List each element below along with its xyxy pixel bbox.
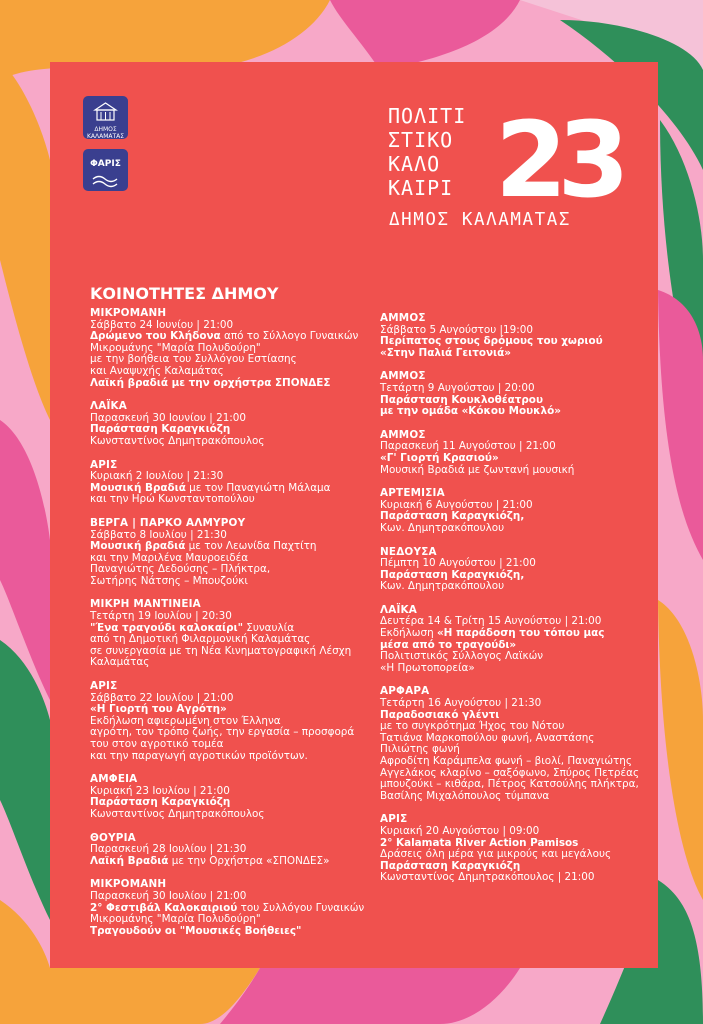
event-location: ΛΑΪΚΑ [90,400,128,413]
event-text: Αγγελάκος κλαρίνο – σαξόφωνο, Σπύρος Πετρέας [380,766,640,779]
event-text: Πολιτιστικός Σύλλογος Λαϊκών [380,650,544,663]
event-text: Σάββατο 5 Αυγούστου |19:00 [380,323,533,336]
event-line [90,657,375,669]
event-line [90,378,375,390]
event-highlight: Παράσταση Καραγκιόζη, [380,568,525,581]
event-location: ΑΜΜΟΣ [380,428,426,441]
title-line: ΚΑΛΟ [388,152,441,176]
event-line [380,348,660,360]
event-text: Κωνσταντίνος Δημητρακόπουλος [90,434,265,447]
event-text: Κωνσταντίνος Δημητρακόπουλος | 21:00 [380,871,595,884]
event-highlight: Παράσταση Κουκλοθέατρου [380,393,543,406]
event-text: με τον Λεωνίδα Παχτίτη [185,540,317,553]
event-location: ΛΑΪΚΑ [380,603,418,616]
building-icon [83,96,128,126]
event-text: Καλαμάτας [90,656,150,669]
event-text: Κυριακή 6 Αυγούστου | 21:00 [380,498,533,511]
event-location: ΑΡΙΣ [90,458,118,471]
event-location: ΑΜΜΟΣ [380,312,426,324]
event-text: Εκδήλωση [380,627,437,640]
event-text: Τετάρτη 19 Ιουλίου | 20:30 [90,610,232,623]
event-text: Πέμπτη 10 Αυγούστου | 21:00 [380,557,536,570]
title-line: ΠΟΛΙΤΙ [388,104,467,128]
event-text: Μικρομάνης "Μαρία Πολυδούρη" [90,341,261,354]
event-line [380,872,660,884]
event-location: ΑΡΦΑΡΑ [380,685,430,698]
event-highlight: Τραγουδούν οι "Μουσικές Βοήθειες" [90,924,302,937]
event-highlight: Παράσταση Καραγκιόζη [90,796,231,809]
event-highlight: Δρώμενο του Κλήδονα [90,330,221,343]
event-text: Τετάρτη 9 Αυγούστου | 20:00 [380,381,535,394]
event-text: Τετάρτη 16 Αυγούστου | 21:30 [380,697,542,710]
event-line [380,523,660,535]
event-line [90,751,375,763]
event-block [90,879,375,937]
event-text: Πιλιώτης φωνή [380,743,460,756]
event-text: Δευτέρα 14 & Τρίτη 15 Αυγούστου | 21:00 [380,615,602,628]
event-highlight: Παραδοσιακό γλέντι [380,708,500,721]
event-text: Κυριακή 23 Ιουλίου | 21:00 [90,784,230,797]
event-text: Βασίλης Μιχαλόπουλος τύμπανα [380,789,550,802]
event-highlight: Περίπατος στους δρόμους του χωριού [380,335,603,348]
event-text: Παναγιώτης Δεδούσης – Πλήκτρα, [90,563,271,576]
event-text: Παρασκευή 30 Ιουνίου | 21:00 [90,411,247,424]
event-location: ΑΜΦΕΙΑ [90,773,138,786]
event-line [90,926,375,938]
event-block [90,774,375,820]
event-block [380,605,660,675]
event-location: ΘΟΥΡΙΑ [90,831,136,844]
event-location: ΑΡΤΕΜΙΣΙΑ [380,487,445,500]
events-column-right [380,313,660,896]
title-line: ΣΤΙΚΟ [388,128,454,152]
event-text: Σωτήρης Νάτσης – Μπουζούκι [90,574,248,587]
event-text: με τον Παναγιώτη Μάλαμα [185,481,331,494]
event-block [380,430,660,476]
faris-logo-text: ΦΑΡΙΣ [90,159,121,169]
events-column-left [90,308,375,949]
event-highlight: Παράσταση Καραγκιόζη [90,423,231,436]
event-location: ΑΜΜΟΣ [380,370,426,383]
event-block [380,371,660,417]
event-highlight: με την ομάδα «Κόκου Μουκλό» [380,405,561,418]
event-text: του στον αγροτικό τομέα [90,738,224,750]
event-text: Δράσεις όλη μέρα για μικρούς και μεγάλους [380,848,612,861]
event-text: Μουσική Βραδιά με ζωντανή μουσική [380,463,575,476]
festival-title [388,104,466,200]
event-text: Σάββατο 8 Ιουλίου | 21:30 [90,528,227,541]
event-highlight: 2° Φεστιβάλ Καλοκαιριού [90,901,238,914]
event-text: Μικρομάνης "Μαρία Πολυδούρη" [90,913,261,926]
event-block [90,518,375,588]
event-location: ΜΙΚΡΟΜΑΝΗ [90,878,167,891]
event-block [90,308,375,389]
event-text: Παρασκευή 11 Αυγούστου | 21:00 [380,440,556,453]
municipality-logo [83,96,128,139]
event-text: Κωνσταντίνος Δημητρακόπουλος [90,807,265,820]
year-number: 23 [495,99,620,221]
event-text: με την βοήθεια του Συλλόγου Εστίασης [90,353,297,366]
event-line [380,663,660,675]
event-text: Κυριακή 20 Αυγούστου | 09:00 [380,824,540,837]
event-highlight: μέσα από το τραγούδι» [380,638,517,651]
event-highlight: «Στην Παλιά Γειτονιά» [380,346,511,359]
event-block [380,814,660,884]
event-text: Σάββατο 22 Ιουλίου | 21:00 [90,691,234,704]
event-line [380,465,660,477]
event-text: αγρότη, τον τρόπο ζωής, την εργασία – προσφορά [90,726,355,739]
municipality-logo-text: ΔΗΜΟΣ ΚΑΛΑΜΑΤΑΣ [86,126,125,140]
event-block [90,460,375,506]
event-line [380,406,660,418]
event-block [380,547,660,593]
event-text: και την Μαριλένα Μαυροειδέα [90,551,249,564]
event-location: ΜΙΚΡΗ ΜΑΝΤΙΝΕΙΑ [90,598,201,611]
event-text: Σάββατο 24 Ιουνίου | 21:00 [90,318,234,331]
event-line [90,494,375,506]
event-highlight: «Η Γιορτή του Αγρότη» [90,703,227,716]
event-text: και την Ηρώ Κωνσταντοπούλου [90,493,255,506]
section-heading: ΚΟΙΝΟΤΗΤΕΣ ΔΗΜΟΥ [90,284,279,303]
event-block [380,488,660,534]
event-line [90,809,375,821]
event-text: Κων. Δημητρακόπουλου [380,580,505,593]
event-block [90,833,375,868]
event-block [90,401,375,447]
event-highlight: Λαϊκή Βραδιά [90,854,169,867]
event-text: σε συνεργασία με τη Νέα Κινηματογραφική Λέσχη [90,644,352,657]
event-text: μπουζούκι – κιθάρα, Πέτρος Κατσούλης πλήκτρα, [380,778,639,791]
faris-logo [83,149,128,191]
event-location: ΒΕΡΓΑ | ΠΑΡΚΟ ΑΛΜΥΡΟΥ [90,516,246,529]
event-line [90,856,375,868]
event-location: ΑΡΙΣ [90,680,118,693]
event-text: «Η Πρωτοπορεία» [380,661,475,674]
event-location: ΑΡΙΣ [380,813,408,826]
event-highlight: "Ένα τραγούδι καλοκαίρι" [90,621,243,634]
event-text: και Αναψυχής Καλαμάτας [90,364,224,377]
event-block [380,686,660,802]
event-text: Εκδήλωση αφιερωμένη στον Έλληνα [90,714,281,727]
event-text: Συναυλία [242,621,295,634]
event-highlight: Μουσική Βραδιά [90,481,186,494]
event-highlight: Παράσταση Καραγκιόζη [380,859,521,872]
event-block [380,313,660,359]
event-highlight: «Γ' Γιορτή Κρασιού» [380,451,499,464]
event-highlight: Μουσική βραδιά [90,540,186,553]
event-highlight: «Η παράδοση του τόπου μας [436,627,605,640]
event-text: από το Σύλλογο Γυναικών [220,330,359,343]
event-text: από τη Δημοτική Φιλαρμονική Καλαμάτας [90,633,311,646]
event-text: Παρασκευή 30 Ιουλίου | 21:00 [90,889,247,902]
event-line [90,436,375,448]
event-location: ΝΕΔΟΥΣΑ [380,545,437,558]
event-location: ΜΙΚΡΟΜΑΝΗ [90,307,167,319]
event-text: και την παραγωγή αγροτικών προϊόντων. [90,749,308,762]
event-line [90,576,375,588]
event-text: με την Ορχήστρα «ΣΠΟΝΔΕΣ» [168,854,330,867]
municipality-name: ΔΗΜΟΣ ΚΑΛΑΜΑΤΑΣ [389,210,572,230]
title-line: ΚΑΙΡΙ [388,176,454,200]
event-text: με το συγκρότημα Ήχος του Νότου [380,720,565,733]
event-text: Παρασκευή 28 Ιουλίου | 21:30 [90,843,247,856]
event-highlight: Παράσταση Καραγκιόζη, [380,510,525,523]
event-text: του Συλλόγου Γυναικών [237,901,365,914]
event-line [380,791,660,803]
event-highlight: 2° Kalamata River Action Pamisos [380,836,579,849]
event-block [90,599,375,669]
event-text: Τατιάνα Μαρκοπούλου φωνή, Αναστάσης [380,731,595,744]
event-text: Αφροδίτη Καράμπελα φωνή – βιολί, Παναγιώτης [380,755,632,767]
event-text: Κων. Δημητρακόπουλου [380,521,505,534]
wave-icon [83,171,128,191]
event-block [90,681,375,762]
event-highlight: Λαϊκή βραδιά με την ορχήστρα ΣΠΟΝΔΕΣ [90,376,331,389]
event-text: Κυριακή 2 Ιουλίου | 21:30 [90,470,224,483]
event-line [380,581,660,593]
